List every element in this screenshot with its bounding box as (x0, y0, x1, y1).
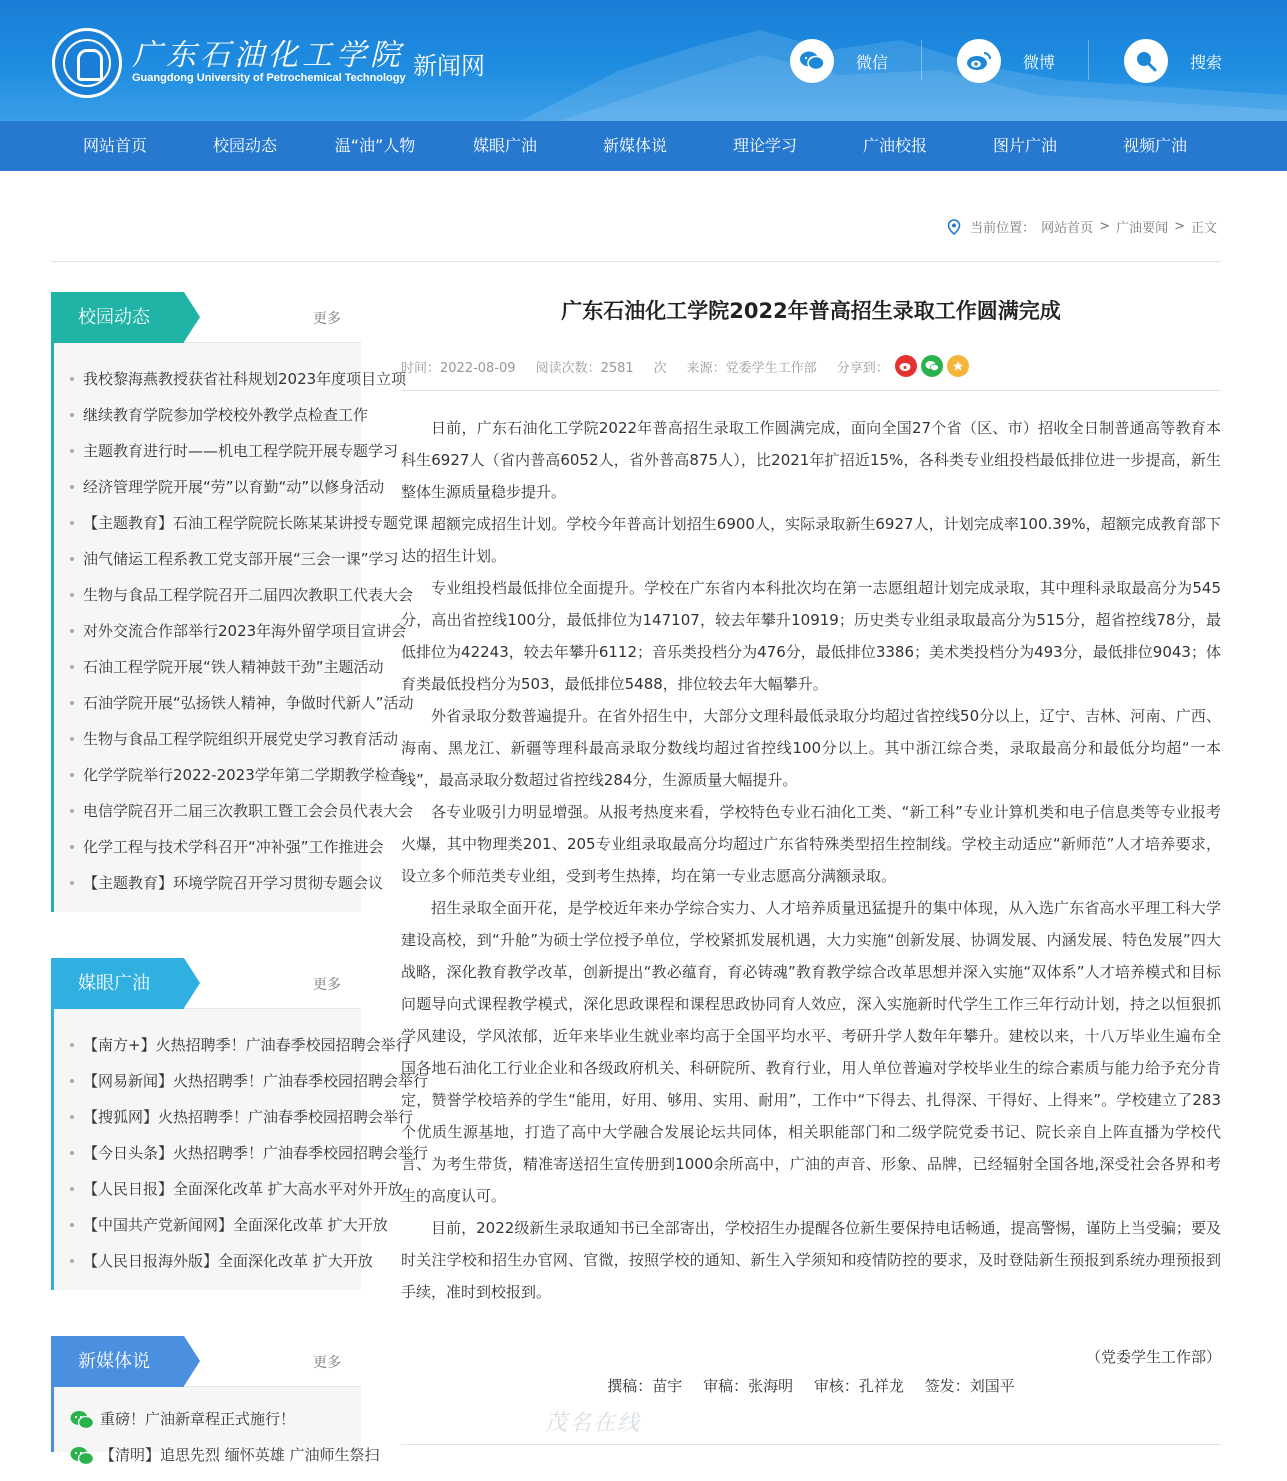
share-label: 分享到： (836, 360, 889, 376)
article-time: 时间：2022-08-09 (401, 360, 516, 376)
list-item[interactable]: 油气储运工程系教工党支部开展“三会一课”学习 (54, 541, 361, 577)
article-source: 来源：党委学生工作部 (686, 360, 817, 376)
campus-news-title[interactable] (51, 292, 184, 343)
article-paragraph: 外省录取分数普遍提升。在省外招生中，大部分文理科最低录取分均超过省控线50分以上，辽宁、吉林、河南、广西、海南、黑龙江、新疆等理科最高录取分数线均超过省控线100分以上。其中浙江综合类，录取最高分和最低分均超“一本线”，最高录取分数超过省控线284分，生源质量大幅提升。 (401, 707, 1221, 789)
article-signoff (401, 1375, 1221, 1396)
search-label: 搜索 (1190, 52, 1223, 72)
wechat-icon (70, 1446, 94, 1466)
campus-news-header (54, 292, 361, 343)
nav-item-home[interactable]: 网站首页 (82, 136, 147, 155)
school-name-cn: 广东石油化工学院 (132, 38, 404, 73)
wechat-icon (790, 39, 834, 83)
nav-item-photos[interactable]: 图片广油 (992, 136, 1057, 155)
article-title: 广东石油化工学院2022年普高招生录取工作圆满完成 (561, 299, 1061, 323)
weibo-button[interactable] (957, 36, 1055, 86)
article (401, 291, 1221, 1396)
location-pin-icon (947, 219, 961, 235)
campus-news-box (51, 292, 429, 912)
share-wechat-icon[interactable] (921, 355, 943, 377)
article-meta (401, 355, 1221, 377)
list-item[interactable]: 【搜狐网】火热招聘季！广油春季校园招聘会举行 (54, 1099, 361, 1135)
newmedia-header (54, 1336, 361, 1387)
school-logo[interactable] (52, 28, 122, 98)
list-item[interactable]: 继续教育学院参加学校校外教学点检查工作 (54, 397, 361, 433)
search-button[interactable] (1124, 36, 1222, 86)
newmedia-more-link[interactable]: 更多 (313, 1355, 341, 1371)
article-dept: （党委学生工作部） (1085, 1348, 1221, 1366)
wechat-button[interactable] (790, 36, 888, 86)
site-name: 新闻网 (413, 52, 485, 80)
nav-item-newspaper[interactable]: 广油校报 (862, 136, 927, 155)
list-item[interactable]: 石油工程学院开展“铁人精神鼓干劲”主题活动 (54, 649, 361, 685)
weibo-icon (957, 39, 1001, 83)
article-reads-unit: 次 (653, 360, 667, 376)
nav-item-people[interactable]: 温“油”人物 (334, 136, 416, 155)
article-bottom-divider (401, 1444, 1221, 1445)
newmedia-box (51, 1336, 380, 1464)
media-news-title[interactable] (51, 958, 184, 1009)
newmedia-title[interactable] (51, 1336, 184, 1387)
list-item[interactable]: 我校黎海燕教授获省社科规划2023年度项目立项 (54, 361, 361, 397)
share-qzone-icon[interactable] (947, 355, 969, 377)
article-reads: 阅读次数：2581 (535, 360, 634, 376)
list-item[interactable]: 生物与食品工程学院召开二届四次教职工代表大会 (54, 577, 361, 613)
article-paragraph: 目前，2022级新生录取通知书已全部寄出，学校招生办提醒各位新生要保持电话畅通，提高警惕，谨防上当受骗；要及时关注学校和招生办官网、官微，按照学校的通知、新生入学须知和疫情防控的要求，及时登陆新生预报到系统办理预报到手续，准时到校报到。 (401, 1219, 1221, 1301)
breadcrumb-prefix: 当前位置： (970, 221, 1036, 236)
list-item-label: 重磅！广油新章程正式施行！ (100, 1410, 296, 1428)
list-item[interactable]: 【今日头条】火热招聘季！广油春季校园招聘会举行 (54, 1135, 361, 1171)
header-divider (1088, 40, 1089, 80)
nav-item-theory[interactable]: 理论学习 (732, 136, 797, 155)
list-item[interactable]: 【人民日报】全面深化改革 扩大高水平对外开放 (54, 1171, 361, 1207)
list-item[interactable]: 经济管理学院开展“劳”以育勤“动”以修身活动 (54, 469, 361, 505)
list-item[interactable]: 【网易新闻】火热招聘季！广油春季校园招聘会举行 (54, 1063, 361, 1099)
share-weibo-icon[interactable] (895, 355, 917, 377)
wechat-label: 微信 (856, 52, 889, 72)
header-divider-line (51, 261, 1221, 262)
breadcrumb (947, 217, 1220, 236)
list-item-label: 【清明】追思先烈 缅怀英雄 广油师生祭扫 (100, 1446, 380, 1464)
wechat-icon (70, 1410, 94, 1430)
list-item[interactable] (54, 1437, 380, 1473)
list-item[interactable]: 化学工程与技术学科召开“冲补强”工作推进会 (54, 829, 361, 865)
breadcrumb-current: 正文 (1190, 221, 1217, 236)
list-item[interactable]: 【南方+】火热招聘季！广油春季校园招聘会举行 (54, 1027, 361, 1063)
article-reviewer: 审稿：张海明 (703, 1377, 794, 1395)
nav-item-videos[interactable]: 视频广油 (1122, 136, 1187, 155)
list-item[interactable] (54, 1401, 361, 1437)
list-item[interactable]: 【中国共产党新闻网】全面深化改革 扩大开放 (54, 1207, 361, 1243)
media-news-header (54, 958, 361, 1009)
newmedia-title-text: 新媒体说 (78, 1351, 150, 1372)
share-buttons (895, 355, 973, 377)
list-item[interactable]: 对外交流合作部举行2023年海外留学项目宣讲会 (54, 613, 361, 649)
list-item[interactable]: 生物与食品工程学院组织开展党史学习教育活动 (54, 721, 361, 757)
article-paragraph: 各专业吸引力明显增强。从报考热度来看，学校特色专业石油化工类、“新工科”专业计算机类和电子信息类等专业报考火爆，其中物理类201、205专业组录取最高分均超过广东省特殊类型招生控制线。学校主动适应“新师范”人才培养要求，设立多个师范类专业组，受到考生热捧，均在第一专业志愿高分满额录取。 (401, 803, 1221, 885)
nav-item-campus[interactable]: 校园动态 (212, 136, 277, 155)
main-nav (0, 121, 1287, 171)
article-body (401, 412, 1221, 1308)
meta-divider (401, 390, 1221, 391)
media-news-box (51, 958, 429, 1290)
list-item[interactable]: 【主题教育】环境学院召开学习贯彻专题会议 (54, 865, 361, 901)
watermark: 茂名在线 (545, 1411, 642, 1436)
article-writer: 撰稿：苗宇 (607, 1377, 683, 1395)
list-item[interactable]: 电信学院召开二届三次教职工暨工会会员代表大会 (54, 793, 361, 829)
list-item[interactable]: 【主题教育】石油工程学院院长陈某某讲授专题党课 (54, 505, 361, 541)
breadcrumb-section[interactable]: 广油要闻 (1116, 221, 1169, 236)
site-header (0, 0, 1287, 121)
list-item[interactable]: 【人民日报海外版】全面深化改革 扩大开放 (54, 1243, 361, 1279)
list-item[interactable]: 主题教育进行时——机电工程学院开展专题学习 (54, 433, 361, 469)
article-checker: 审核：孔祥龙 (813, 1377, 904, 1395)
article-paragraph: 招生录取全面开花，是学校近年来办学综合实力、人才培养质量迅猛提升的集中体现，从入选广东省高水平理工科大学建设高校，到“升舱”为硕士学位授予单位，学校紧抓发展机遇，大力实施“创新发展、协调发展、内涵发展、特色发展”四大战略，深化教育教学改革，创新提出“教必蕴育，育必铸魂”教育教学综合改革思想并深入实施“双体系”人才培养模式和目标问题导向式课程教学模式，深化思政课程和课程思政协同育人效应，深入实施新时代学生工作三年行动计划，持之以恒狠抓学风建设，学风浓郁，近年来毕业生就业率均高于全国平均水平、考研升学人数年年攀升。建校以来，十八万毕业生遍布全国各地石油化工行业企业和各级政府机关、科研院所、教育行业，用人单位普遍对学校毕业生的综合素质与能力给予充分肯定，赞誉学校培养的学生“能用，好用、够用、实用、耐用”，工作中“下得去、扎得深、干得好、上得来”。学校建立了283个优质生源基地，打造了高中大学融合发展论坛共同体，相关职能部门和二级学院党委书记、院长亲自上阵直播为学校代言、为考生带货，精准寄送招生宣传册到1000余所高中，广油的声音、形象、品牌，已经辐射全国各地,深受社会各界和考生的高度认可。 (401, 899, 1221, 1205)
campus-news-title-text: 校园动态 (78, 307, 150, 328)
breadcrumb-separator: > (1174, 219, 1185, 234)
nav-item-media[interactable]: 媒眼广油 (472, 136, 537, 155)
article-paragraph: 日前，广东石油化工学院2022年普高招生录取工作圆满完成，面向全国27个省（区、市）招收全日制普通高等教育本科生6927人（省内普高6052人，省外普高875人），比2021年扩招近15%，各科类专业组投档最低排位进一步提高，新生整体生源质量稳步提升。 (401, 419, 1221, 501)
list-item[interactable]: 石油学院开展“弘扬铁人精神，争做时代新人”活动 (54, 685, 361, 721)
weibo-label: 微博 (1023, 52, 1056, 72)
media-news-more-link[interactable]: 更多 (313, 977, 341, 993)
article-paragraph: 超额完成招生计划。学校今年普高计划招生6900人，实际录取新生6927人，计划完成率100.39%，超额完成教育部下达的招生计划。 (401, 515, 1221, 565)
article-paragraph: 专业组投档最低排位全面提升。学校在广东省内本科批次均在第一志愿组超计划完成录取，其中理科录取最高分为545分，高出省控线100分，最低排位为147107，较去年攀升10919；历史类专业组录取最高分为515分，超省控线78分，最低排位为42243，较去年攀升6112；音乐类投档分为476分，最低排位3386；美术类投档分为493分，最低排位9043；体育类最低投档分为503，最低排位5488，排位较去年大幅攀升。 (401, 579, 1221, 693)
list-item[interactable]: 化学学院举行2022-2023学年第二学期教学检查 (54, 757, 361, 793)
breadcrumb-separator: > (1099, 219, 1111, 234)
campus-news-more-link[interactable]: 更多 (313, 311, 341, 327)
school-name-en: Guangdong University of Petrochemical Technology (132, 72, 406, 84)
search-icon (1124, 39, 1168, 83)
breadcrumb-home[interactable]: 网站首页 (1041, 221, 1094, 236)
article-issuer: 签发：刘国平 (924, 1377, 1015, 1395)
header-divider (921, 40, 922, 80)
media-news-title-text: 媒眼广油 (78, 973, 150, 994)
nav-item-newmedia[interactable]: 新媒体说 (602, 136, 667, 155)
